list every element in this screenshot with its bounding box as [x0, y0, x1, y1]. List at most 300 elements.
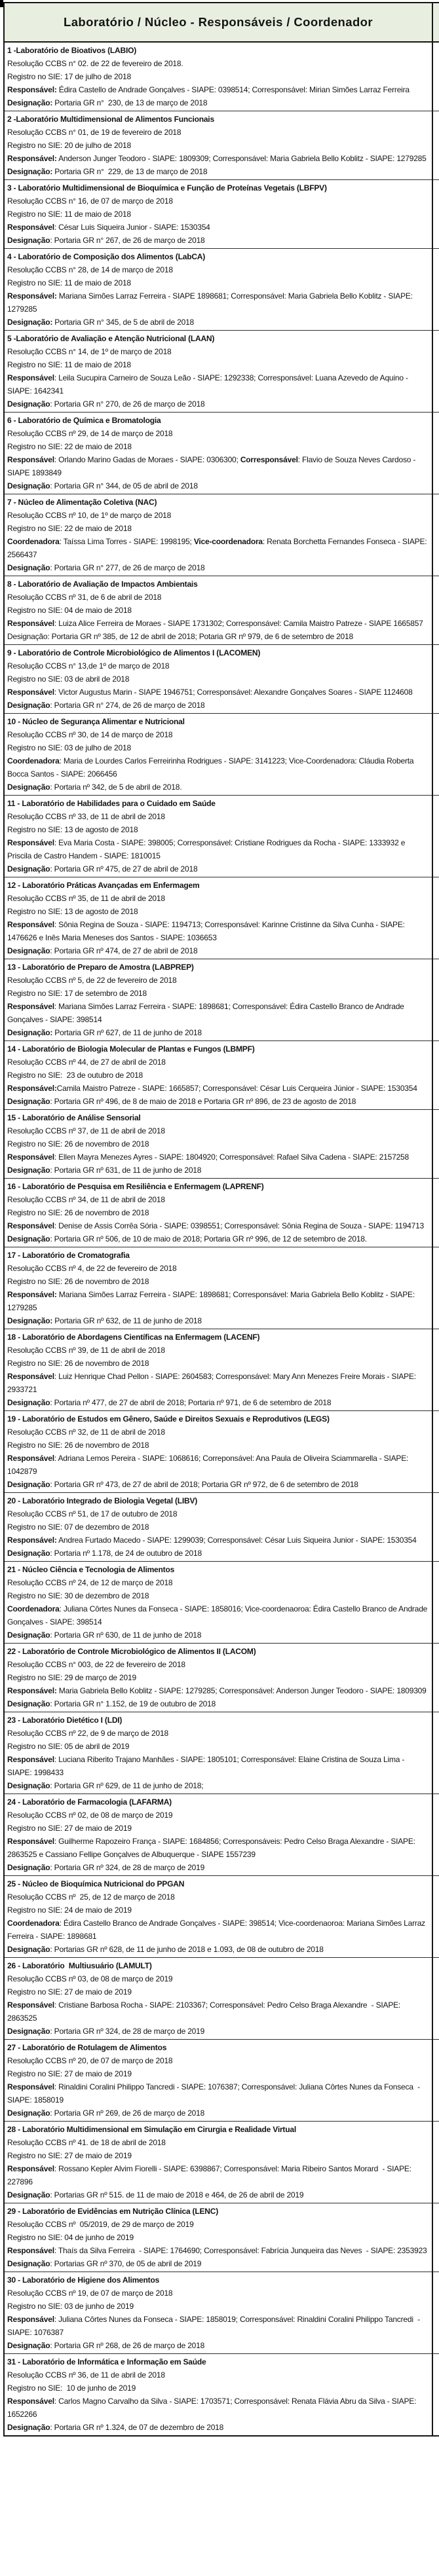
entry-line: [7, 1972, 429, 1985]
entry-line: [7, 1150, 429, 1164]
field-text: Registro no SIE: 30 de dezembro de 2018: [7, 1591, 149, 1600]
field-text: : Portaria GR nº 268, de 26 de março de 2018: [50, 2341, 205, 2350]
field-text: : Portaria GR nº 1.324, de 07 de dezembro de 2018: [50, 2423, 224, 2432]
field-text: Registro no SIE: 27 de maio de 2019: [7, 1824, 132, 1833]
field-label: Designação: [7, 481, 50, 490]
field-text: : Ellen Mayra Menezes Ayres - SIAPE: 1804920; Corresponsável: Rafael Silva Cadena - SIAPE: 2157258: [54, 1152, 409, 1162]
field-text: : Portaria nº 342, de 5 de abril de 2018.: [50, 782, 182, 792]
entry-title: 24 - Laboratório de Farmacologia (LAFARMA): [7, 1797, 172, 1807]
entry-line: [7, 630, 429, 643]
field-text: : Édira Castello Branco de Andrade Gonçalves - SIAPE: 398514; Vice-coordenaoroa: Mariana Simões Larraz Ferreira - SIAPE: 1898681: [7, 1919, 428, 1941]
field-text: Resolução CCBS nº 33, de 11 de abril de 2018: [7, 812, 165, 821]
entry-title: 29 - Laboratório de Evidências em Nutrição Clínica (LENC): [7, 2207, 219, 2216]
table-row: [5, 43, 439, 111]
entry-line: [7, 96, 429, 109]
field-text: Portaria GR n° 229, de 13 de março de 2018: [52, 167, 208, 176]
field-text: Registro no SIE: 11 de maio de 2018: [7, 278, 131, 287]
table-row: [5, 714, 439, 796]
field-label: Responsável: [7, 838, 54, 847]
entry-line: [7, 1917, 429, 1943]
field-text: : Portaria GR n° 344, de 05 de abril de 2018: [50, 481, 198, 490]
entry-line: [7, 2067, 429, 2080]
entry-line: [7, 1069, 429, 1082]
table-row: [5, 1712, 439, 1794]
field-text: Registro no SIE: 20 de julho de 2018: [7, 141, 131, 150]
entry-title: 12 - Laboratório Práticas Avançadas em Enfermagem: [7, 881, 200, 890]
entry-line: [7, 440, 429, 453]
field-text: Registro no SIE: 22 de maio de 2018: [7, 524, 132, 533]
field-label: Responsável: [7, 2315, 54, 2324]
field-text: Registro no SIE: 03 de julho de 2018: [7, 743, 131, 752]
entry-line: [7, 686, 429, 699]
entry-line: [7, 152, 429, 165]
field-label: Designação: [7, 563, 50, 572]
field-text: Registro no SIE: 26 de novembro de 2018: [7, 1139, 149, 1149]
field-label: Designação: [7, 2027, 50, 2036]
entry-line: [7, 397, 429, 411]
table-row: [5, 1179, 439, 1247]
field-text: : Carlos Magno Carvalho da Silva - SIAPE: 1703571; Corresponsável: Renata Flávia Abru da Silva - SIAPE: 1652266: [7, 2397, 419, 2419]
field-text: Registro no SIE: 07 de dezembro de 2018: [7, 1522, 149, 1532]
field-text: : Guilherme Rapozeiro França - SIAPE: 1684856; Corresponsáveis: Pedro Celso Braga Alexandre - SIAPE: 2863525 e Cassiano Fellipe Gonçalves de Albuquerque - SIAPE 1557239: [7, 1837, 417, 1859]
field-text: : Portaria GR nº 506, de 10 de maio de 2018; Portaria GR nº 996, de 12 de setembro de 2018.: [50, 1234, 367, 1243]
table-row: [5, 1329, 439, 1411]
entry-line: [7, 126, 429, 139]
field-text: : Rossano Kepler Alvim Fiorelli - SIAPE: 6398867; Corresponsável: Maria Ribeiro Santos Morard - SIAPE: 227896: [7, 2164, 413, 2186]
field-text: : César Luis Siqueira Junior - SIAPE: 1530354: [54, 223, 210, 232]
field-label: Designação: [7, 1699, 50, 1708]
table-row: [5, 796, 439, 877]
table-row: [5, 249, 439, 331]
entry-line: [7, 2257, 429, 2270]
field-label: Designação: [7, 236, 50, 245]
entry-title: 9 - Laboratório de Controle Microbiológico de Alimentos I (LACOMEN): [7, 648, 261, 657]
entry-line: [7, 221, 429, 234]
field-text: : Luiz Henrique Chad Pellon - SIAPE: 2604583; Corresponsável: Mary Ann Menezes Freire Morais - SIAPE: 2933721: [7, 1372, 419, 1394]
table-row: [5, 180, 439, 249]
field-label: Responsável: [7, 2397, 54, 2406]
field-text: Resolução CCBS nº 10, de 1º de março de 2018: [7, 511, 172, 520]
entry-line: [7, 2188, 429, 2201]
field-text: : Portarias GR nº 628, de 11 de junho de 2018 e 1.093, de 08 de outubro de 2018: [50, 1945, 324, 1954]
entry-line: [7, 194, 429, 208]
entry-title: 1 -Laboratório de Bioativos (LABIO): [7, 46, 137, 55]
field-text: Resolução CCBS nº 44, de 27 de abril de 2018: [7, 1058, 166, 1067]
entry-line: [7, 1809, 429, 1822]
entry-line: [7, 1520, 429, 1534]
entry-line: [7, 479, 429, 492]
table-row: [5, 494, 439, 576]
field-text: Portaria GR nº 627, de 11 de junho de 2018: [52, 1028, 202, 1037]
entry-line: [7, 2149, 429, 2162]
table-row: [5, 2354, 439, 2435]
field-text: : Portaria GR nº 496, de 8 de maio de 2018 e Portaria GR nº 896, de 23 de agosto de 2018: [50, 1097, 356, 1106]
field-text: Registro no SIE: 29 de março de 2019: [7, 1673, 136, 1682]
entry-line: [7, 1943, 429, 1956]
entry-line: [7, 944, 429, 957]
entry-line: [7, 1137, 429, 1150]
field-text: Resolução CCBS n° 003, de 22 de fevereiro de 2018: [7, 1660, 185, 1669]
entry-line: [7, 1439, 429, 1452]
entry-line: [7, 617, 429, 630]
field-label: Designação:: [7, 167, 53, 176]
entry-line: [7, 659, 429, 672]
entry-line: [7, 1740, 429, 1753]
entry-line: [7, 2025, 429, 2038]
field-text: Registro no SIE: 27 de maio de 2019: [7, 2069, 132, 2078]
field-text: Registro no SIE: 22 de maio de 2018: [7, 442, 132, 451]
field-label: Responsável: [7, 1755, 54, 1764]
table-row: [5, 959, 439, 1041]
field-text: : Portaria GR nº 324, de 28 de março de 2019: [50, 1863, 205, 1872]
field-text: Registro no SIE: 24 de maio de 2019: [7, 1905, 132, 1915]
entry-title: 6 - Laboratório de Química e Bromatologia: [7, 416, 161, 425]
entry-line: [7, 1056, 429, 1069]
field-label: Responsável: [7, 688, 54, 697]
entry-line: [7, 1547, 429, 1560]
field-label: Designação: [7, 1480, 50, 1489]
entry-line: [7, 2421, 429, 2434]
entry-line: [7, 2313, 429, 2339]
field-text: Resolução CCBS nº 36, de 11 de abril de 2018: [7, 2370, 165, 2380]
field-label: Responsável: [7, 455, 54, 464]
field-text: : Taíssa Lima Torres - SIAPE: 1998195;: [59, 537, 194, 546]
field-text: Registro no SIE: 03 de abril de 2018: [7, 674, 130, 684]
field-text: : Victor Augustus Marin - SIAPE 1946751; Corresponsável: Alexandre Gonçalves Soares - SIAPE 1124608: [54, 688, 413, 697]
field-label: Designação: [7, 1234, 50, 1243]
field-text: : Denise de Assis Corrêa Sória - SIAPE: 0398551; Corresponsável: Sônia Regina de Souza - SIAPE: 1194713: [54, 1221, 425, 1230]
page-title: Laboratório / Núcleo - Responsáveis / Coordenador: [64, 15, 373, 29]
entry-line: [7, 83, 429, 96]
field-text: : Juliana Côrtes Nunes da Fonseca - SIAPE: 1858019; Corresponsável: Rinaldini Coralini Philippo Tancredi - SIAPE: 1076387: [7, 2315, 423, 2337]
entry-line: [7, 70, 429, 83]
field-text: : Portaria GR nº 630, de 11 de junho de 2018: [50, 1630, 202, 1640]
table-row: [5, 2203, 439, 2272]
field-label: Coordenadora: [7, 537, 60, 546]
field-label: Designação: [7, 2190, 50, 2199]
entry-line: [7, 427, 429, 440]
field-label: Designação:: [7, 1028, 53, 1037]
field-label: Responsável: [7, 1837, 54, 1846]
entry-line: [7, 522, 429, 535]
field-label: Vice-coordenadora: [193, 537, 263, 546]
field-text: : Portaria nº 477, de 27 de abril de 2018; Portaria nº 971, de 6 de setembro de 2018: [50, 1398, 332, 1407]
field-text: Resolução CCBS nº 02, de 08 de março de 2019: [7, 1811, 173, 1820]
field-label: Designação: [7, 946, 50, 955]
field-text: : Cristiane Barbosa Rocha - SIAPE: 2103367; Corresponsável: Pedro Celso Braga Alexandre - SIAPE: 2863525: [7, 2000, 403, 2023]
entry-line: [7, 57, 429, 70]
field-text: Registro no SIE: 04 de junho de 2019: [7, 2233, 134, 2242]
field-text: Registro no SIE: 26 de novembro de 2018: [7, 1441, 149, 1450]
table-row: [5, 111, 439, 180]
entry-title: 30 - Laboratório de Higiene dos Alimentos: [7, 2275, 160, 2285]
field-text: : Portarias GR nº 370, de 05 de abril de 2019: [50, 2259, 202, 2268]
field-text: : Juliana Côrtes Nunes da Fonseca - SIAPE: 1858016; Vice-coordenaoroa: Édira Castello Branco de Andrade Gonçalves - SIAPE: 398514: [7, 1604, 430, 1627]
field-label: Designação: [7, 1863, 50, 1872]
entry-title: 23 - Laboratório Dietético I (LDI): [7, 1716, 123, 1725]
entry-line: [7, 1822, 429, 1835]
entry-line: [7, 1753, 429, 1779]
field-label: Coordenadora: [7, 1604, 60, 1613]
field-label: Designação: [7, 1398, 50, 1407]
table-row: [5, 1041, 439, 1110]
entry-line: [7, 836, 429, 862]
field-text: : Portaria GR n° 267, de 26 de março de 2018: [50, 236, 205, 245]
entry-line: [7, 699, 429, 712]
field-text: Resolução CCBS nº 39, de 11 de abril de 2018: [7, 1346, 165, 1355]
field-text: : Portaria GR nº 629, de 11 de junho de 2018;: [50, 1781, 204, 1790]
entry-line: [7, 1727, 429, 1740]
entry-line: [7, 2339, 429, 2352]
field-text: Registro no SIE: 27 de maio de 2019: [7, 1987, 132, 1996]
entry-title: 3 - Laboratório Multidimensional de Bioquímica e Função de Proteínas Vegetais (LBFPV): [7, 183, 327, 193]
entry-line: [7, 1370, 429, 1396]
field-text: : Portaria GR nº 324, de 28 de março de 2019: [50, 2027, 205, 2036]
table-row: [5, 1247, 439, 1329]
table-row: [5, 877, 439, 959]
entry-line: [7, 1998, 429, 2025]
field-text: : Thaís da Silva Ferreira - SIAPE: 1764690; Corresponsável: Fabrícia Junqueira das Neves - SIAPE: 2353923: [54, 2246, 427, 2255]
field-text: Registro no SIE: 11 de maio de 2018: [7, 360, 131, 369]
entry-title: 5 -Laboratório de Avaliação e Atenção Nutricional (LAAN): [7, 334, 215, 343]
field-label: Designação: [7, 1166, 50, 1175]
entry-line: [7, 2136, 429, 2149]
entry-title: 7 - Núcleo de Alimentação Coletiva (NAC): [7, 498, 157, 507]
entry-title: 28 - Laboratório Multidimensional em Simulação em Cirurgia e Realidade Virtual: [7, 2125, 296, 2134]
field-text: Resolução CCBS nº 29, de 14 de março de 2018: [7, 429, 173, 438]
entry-line: [7, 1507, 429, 1520]
field-text: Resolução CCBS nº 41. de 18 de abril de 2018: [7, 2138, 166, 2147]
entry-line: [7, 1684, 429, 1697]
entry-line: [7, 1452, 429, 1478]
entry-title: 18 - Laboratório de Abordagens Científicas na Enfermagem (LACENF): [7, 1333, 260, 1342]
entry-line: [7, 905, 429, 918]
entry-line: [7, 1576, 429, 1589]
field-text: : Renata Borchetta Fernandes Fonseca - SIAPE: 2566437: [7, 537, 429, 559]
field-label: Designação: [7, 2108, 50, 2118]
entry-title: 16 - Laboratório de Pesquisa em Resiliência e Enfermagem (LAPRENF): [7, 1182, 264, 1191]
entry-line: [7, 1890, 429, 1904]
entry-line: [7, 1026, 429, 1039]
entry-line: [7, 1232, 429, 1245]
field-text: Registro no SIE: 17 de julho de 2018: [7, 72, 131, 81]
field-text: Mariana Simões Larraz Ferreira - SIAPE 1898681; Corresponsável: Maria Gabriela Bello Koblitz - SIAPE: 1279285: [7, 291, 415, 314]
field-text: Resolução CCBS nº 5, de 22 de fevereiro de 2018: [7, 976, 177, 985]
table-row: [5, 331, 439, 413]
entry-line: [7, 2368, 429, 2382]
entry-title: 20 - Laboratório Integrado de Biologia Vegetal (LIBV): [7, 1496, 198, 1505]
field-text: Registro no SIE: 13 de agosto de 2018: [7, 825, 138, 834]
field-label: Designação: [7, 782, 50, 792]
field-text: Portaria GR n° 230, de 13 de março de 2018: [52, 98, 208, 107]
field-text: : Portaria GR nº 474, de 27 de abril de 2018: [50, 946, 198, 955]
field-text: Registro no SIE: 03 de junho de 2019: [7, 2302, 134, 2311]
field-label: Responsável: [7, 920, 54, 929]
field-text: : Flavio de Souza Neves Cardoso - SIAPE 1893849: [7, 455, 418, 477]
field-text: : Portaria GR nº 269, de 26 de março de 2018: [50, 2108, 205, 2118]
entry-line: [7, 1779, 429, 1792]
table-row: [5, 1958, 439, 2040]
entry-line: [7, 741, 429, 754]
field-text: : Portaria GR n° 274, de 26 de março de 2018: [50, 701, 205, 710]
entry-line: [7, 2231, 429, 2244]
field-text: Registro no SIE: 17 de setembro de 2018: [7, 989, 147, 998]
entry-line: [7, 1628, 429, 1642]
field-label: Responsável: [7, 1221, 54, 1230]
field-label: Responsável:: [7, 1290, 57, 1299]
entry-line: [7, 1697, 429, 1710]
entry-title: 19 - Laboratório de Estudos em Gênero, Saúde e Direitos Sexuais e Reprodutivos (LEGS): [7, 1414, 330, 1424]
field-label: Designação: [7, 1781, 50, 1790]
entry-line: [7, 2300, 429, 2313]
entry-line: [7, 918, 429, 944]
entry-line: [7, 1589, 429, 1602]
entry-line: [7, 453, 429, 479]
field-label: Designação:: [7, 1316, 53, 1325]
field-label: Responsável: [7, 2164, 54, 2173]
field-label: Designação: [7, 1945, 50, 1954]
table-row: [5, 1493, 439, 1562]
field-text: Resolução CCBS nº 32, de 11 de abril de 2018: [7, 1427, 165, 1437]
entry-title: 26 - Laboratório Multiusuário (LAMULT): [7, 1961, 152, 1970]
entry-title: 25 - Núcleo de Bioquímica Nutricional do PPGAN: [7, 1879, 185, 1888]
entry-line: [7, 1904, 429, 1917]
field-text: Resolução CCBS nº 51, de 17 de outubro de 2018: [7, 1509, 178, 1518]
entry-title: 13 - Laboratório de Preparo de Amostra (LABPREP): [7, 963, 194, 972]
entry-title: 27 - Laboratório de Rotulagem de Alimentos: [7, 2043, 167, 2052]
entry-line: [7, 1671, 429, 1684]
entry-line: [7, 1164, 429, 1177]
entry-line: [7, 1344, 429, 1357]
field-text: Registro no SIE: 13 de agosto de 2018: [7, 907, 138, 916]
entry-title: 17 - Laboratório de Cromatografia: [7, 1251, 130, 1260]
entry-line: [7, 1082, 429, 1095]
entry-line: [7, 1124, 429, 1137]
field-label: Designação: [7, 2341, 50, 2350]
field-text: : Adriana Lemos Pereira - SIAPE: 1068616; Correponsável: Ana Paula de Oliveira Sciammarella - SIAPE: 1042879: [7, 1454, 411, 1476]
field-label: Responsável:: [7, 1084, 57, 1093]
entry-line: [7, 1314, 429, 1327]
entry-line: [7, 1658, 429, 1671]
field-text: Portaria GR n° 345, de 5 de abril de 2018: [52, 318, 195, 327]
field-label: Coordenadora: [7, 1919, 60, 1928]
field-text: Resolução CCBS nº 35, de 11 de abril de 2018: [7, 894, 165, 903]
field-text: Resolução CCBS nº 34, de 11 de abril de 2018: [7, 1195, 165, 1204]
entry-line: [7, 1288, 429, 1314]
field-text: Registro no SIE: 23 de outubro de 2018: [7, 1071, 143, 1080]
entry-line: [7, 1478, 429, 1491]
table-row: [5, 2040, 439, 2122]
entry-line: [7, 728, 429, 741]
entry-line: [7, 823, 429, 836]
field-label: Designação:: [7, 318, 53, 327]
entry-line: [7, 754, 429, 781]
field-text: Resolução CCBS n° 02. de 22 de fevereiro de 2018.: [7, 59, 183, 68]
field-label: Responsável:: [7, 291, 57, 301]
field-label: Designação: [7, 399, 50, 409]
field-text: : Portarias GR nº 515. de 11 de maio de 2018 e 464, de 26 de abril de 2019: [50, 2190, 304, 2199]
field-text: Andrea Furtado Macedo - SIAPE: 1299039; Corresponsável: César Luis Siqueira Junior - SIAPE: 1530354: [56, 1536, 417, 1545]
entry-line: [7, 2107, 429, 2120]
entry-line: [7, 139, 429, 152]
field-text: : Eva Maria Costa - SIAPE: 398005; Corresponsável: Cristiane Rodrigues da Rocha - SIAPE: 1333932 e Priscila de Castro Handem - SIAPE: 1810015: [7, 838, 408, 860]
field-text: Camila Maistro Patreze - SIAPE: 1665857; Corresponsável: César Luis Cerqueira Júnior - SIAPE: 1530354: [56, 1084, 417, 1093]
table-row: [5, 1411, 439, 1493]
field-text: Resolução CCBS nº 20, de 07 de março de 2018: [7, 2056, 173, 2065]
field-label: Responsável:: [7, 1536, 57, 1545]
entry-title: 11 - Laboratório de Habilidades para o Cuidado em Saúde: [7, 799, 216, 808]
field-label: Responsável: [7, 223, 54, 232]
entry-line: [7, 276, 429, 289]
entry-line: [7, 2382, 429, 2395]
entry-line: [7, 1602, 429, 1628]
field-text: : Rinaldini Coralini Philippo Tancredi - SIAPE: 1076387; Corresponsável: Juliana Côrtes Nunes da Fonseca - SIAPE: 1858019: [7, 2082, 423, 2105]
table-row: [5, 1644, 439, 1712]
entry-line: [7, 535, 429, 561]
field-label: Designação: [7, 1097, 50, 1106]
entry-line: [7, 591, 429, 604]
entry-line: [7, 1861, 429, 1874]
field-text: Maria Gabriela Bello Koblitz - SIAPE: 1279285; Corresponsável: Anderson Junger Teodoro - SIAPE: 1809309: [56, 1686, 427, 1695]
entry-line: [7, 1357, 429, 1370]
field-text: Resolução CCBS nº 25, de 12 de março de 2018: [7, 1892, 175, 1902]
entry-line: [7, 358, 429, 371]
field-text: : Portaria GR nº 473, de 27 de abril de 2018; Portaria GR nº 972, de 6 de setembro de 2018: [50, 1480, 358, 1489]
table-row: [5, 1794, 439, 1876]
entry-line: [7, 1835, 429, 1861]
entry-line: [7, 1000, 429, 1026]
field-label: Designação: [7, 1549, 50, 1558]
entry-title: 4 - Laboratório de Composição dos Alimentos (LabCA): [7, 252, 206, 261]
field-label: Responsável:: [7, 154, 57, 163]
entry-title: 31 - Laboratório de Informática e Informação em Saúde: [7, 2357, 206, 2366]
field-text: Registro no SIE: 11 de maio de 2018: [7, 210, 131, 219]
entry-line: [7, 208, 429, 221]
field-text: Resolução CCBS nº 30, de 14 de março de 2018: [7, 730, 173, 739]
field-text: : Luciana Riberito Trajano Manhães - SIAPE: 1805101; Corresponsável: Elaine Cristina de Souza Lima - SIAPE: 1998433: [7, 1755, 407, 1777]
field-label: Designação: [7, 864, 50, 874]
entry-line: [7, 1193, 429, 1206]
lab-table-body: [5, 43, 439, 2435]
entry-line: [7, 2395, 429, 2421]
table-header: [5, 3, 439, 43]
entry-line: [7, 672, 429, 686]
entry-line: [7, 781, 429, 794]
table-row: [5, 576, 439, 645]
entry-line: [7, 1275, 429, 1288]
entry-line: [7, 509, 429, 522]
entry-line: [7, 974, 429, 987]
table-row: [5, 2122, 439, 2203]
field-label: Designação: [7, 701, 50, 710]
field-label: Designação: [7, 2259, 50, 2268]
table-row: [5, 2272, 439, 2354]
table-row: [5, 1110, 439, 1179]
field-text: Resolução CCBS nº 19, de 07 de março de 2018: [7, 2289, 173, 2298]
entry-line: [7, 2054, 429, 2067]
field-label: Responsável:: [7, 1686, 57, 1695]
field-label: Responsável: [7, 373, 54, 382]
field-text: Resolução CCBS n° 16, de 07 de março de 2018: [7, 196, 173, 206]
field-text: Registro no SIE: 26 de novembro de 2018: [7, 1277, 149, 1286]
entry-line: [7, 1206, 429, 1219]
entry-title: 14 - Laboratório de Biologia Molecular de Plantas e Fungos (LBMPF): [7, 1044, 255, 1054]
field-text: : Portaria GR nº 475, de 27 de abril de 2018: [50, 864, 198, 874]
entry-line: [7, 371, 429, 397]
field-text: Resolução CCBS nº 22, de 9 de março de 2018: [7, 1729, 168, 1738]
field-text: : Portaria GR nº 631, de 11 de junho de 2018: [50, 1166, 202, 1175]
field-label: Responsável: [7, 619, 54, 628]
